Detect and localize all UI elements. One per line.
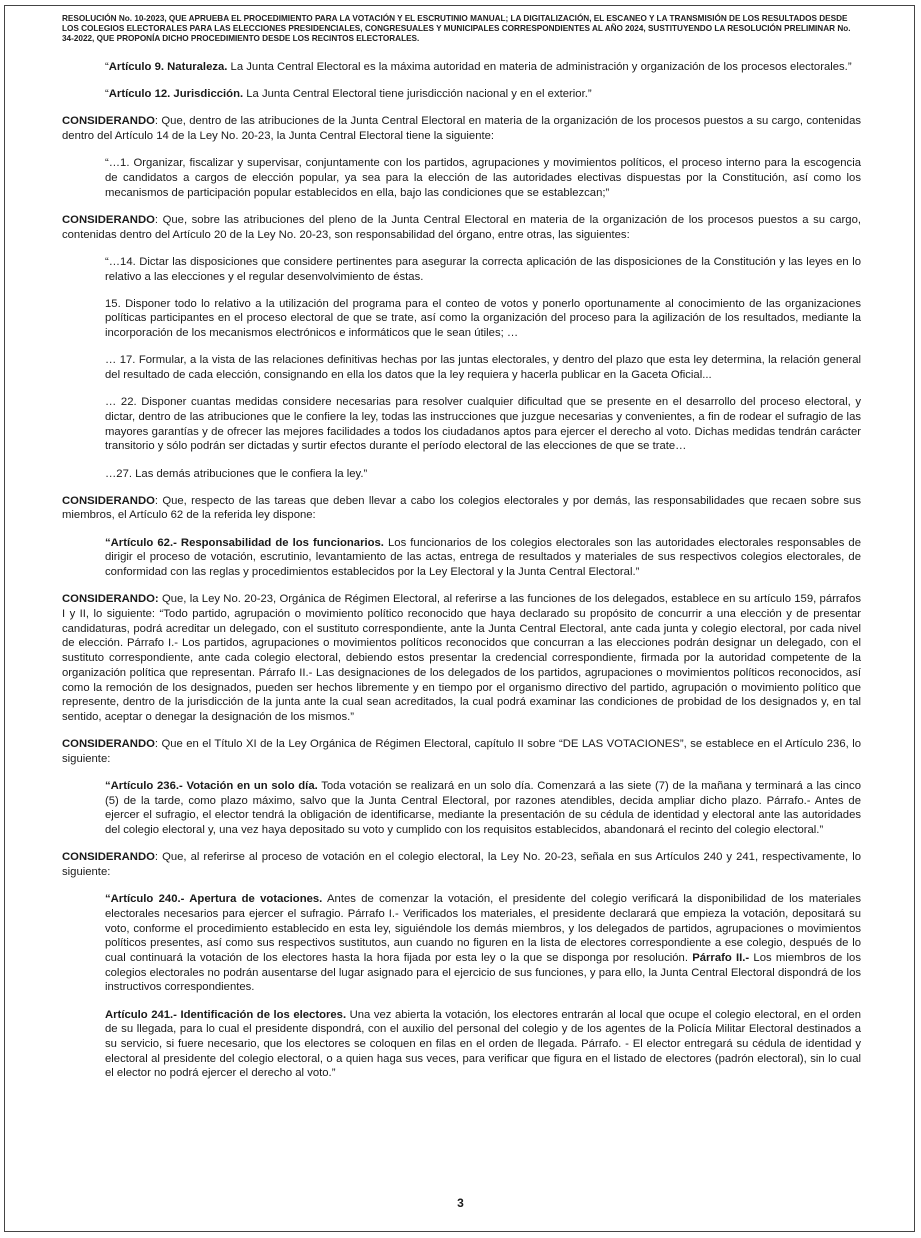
article-236: “Artículo 236.- Votación en un solo día. Toda votación se realizará en un solo día. Comenzará a las siete (7) de la mañana y terminará a las cinco (5) de la tarde, como plazo máximo, salvo que la Junta Central Electoral, por razones atendibles, decida ampliar dicho plazo. Párrafo.- Antes de ejercer el sufragio, el elector tendrá la obligación de identificarse, mediante la presentación de su cédula de identidad y electoral ante las autoridades del colegio electoral y, una vez haya depositado su voto y cumplido con los requisitos establecidos, abandonará el recinto del colegio electoral.” <box>105 780 861 837</box>
quote-item-14: “…14. Dictar las disposiciones que considere pertinentes para asegurar la correcta aplicación de las disposiciones de la Constitución y las leyes en lo relativo a las elecciones y el regular desenvolvimiento de éstas. <box>105 255 861 283</box>
article-62: “Artículo 62.- Responsabilidad de los funcionarios. Los funcionarios de los colegios electorales son las autoridades electorales responsables de dirigir el proceso de votación, escrutinio, levantamiento de las actas, entrega de resultados y materiales de sus respectivos colegios electorales, de conformidad con las reglas y procedimientos establecidos por la Ley Electoral y la Junta Central Electoral.” <box>105 536 861 579</box>
quote-item-22: … 22. Disponer cuantas medidas considere necesarias para resolver cualquier dificultad que se presente en el desarrollo del proceso electoral, y dictar, dentro de las atribuciones que le confiere la ley, todas las instrucciones que juzgue necesarias y convenientes, a fin de rodear el sufragio de las mayores garantías y de ofrecer las mejores facilidades a todos los ciudadanos aptos para ejercer el derecho al voto. Dichas medidas tendrán carácter transitorio y sólo podrán ser dictadas y surtir efectos durante el período electoral de las elecciones de que se trate… <box>105 396 861 453</box>
considerando-2: CONSIDERANDO: Que, sobre las atribuciones del pleno de la Junta Central Electoral en materia de la organización de los procesos puestos a su cargo, contenidas dentro del Artículo 20 de la Ley No. 20-23, son responsabilidad del órgano, entre otras, las siguientes: <box>62 213 861 241</box>
document-header: RESOLUCIÓN No. 10-2023, QUE APRUEBA EL PROCEDIMIENTO PARA LA VOTACIÓN Y EL ESCRUTINIO MANUAL; LA DIGITALIZACIÓN, EL ESCANEO Y LA TRANSMISIÓN DE LOS RESULTADOS DESDE LOS COLEGIOS ELECTORALES PARA LAS ELECCIONES PRESIDENCIALES, CONGRESUALES Y MUNICIPALES CORRESPONDIENTES AL AÑO 2024, SUSTITUYENDO LA RESOLUCIÓN PRELIMINAR No. 34-2022, QUE PROPONÍA DICHO PROCEDIMIENTO DESDE LOS RECINTOS ELECTORALES. <box>62 14 851 44</box>
quote-item-27: …27. Las demás atribuciones que le confiera la ley.” <box>105 467 368 480</box>
article-9: “Artículo 9. Naturaleza. La Junta Central Electoral es la máxima autoridad en materia de administración y organización de los procesos electorales.” <box>105 61 852 73</box>
article-12: “Artículo 12. Jurisdicción. La Junta Central Electoral tiene jurisdicción nacional y en el exterior.” <box>105 88 592 101</box>
quote-item-1: “…1. Organizar, fiscalizar y supervisar, conjuntamente con los partidos, agrupaciones y movimientos políticos, el proceso interno para la escogencia de candidatos a cargos de elección popular, ya sea para la elección de las autoridades electivas dispuestas por la Constitución, así como los mecanismos de participación popular establecidos en ella, bajo las condiciones que se establezcan;” <box>105 157 861 199</box>
document-body <box>62 60 861 1094</box>
article-241: Artículo 241.- Identificación de los electores. Una vez abierta la votación, los electores entrarán al local que ocupe el colegio electoral, en el orden de su llegada, para lo cual el presidente dispondrá, con el auxilio del personal del colegio y de los agentes de la Policía Militar Electoral destinados a su servicio, si fuere necesario, que los electores se coloquen en filas en el orden de llegada. Párrafo. - El elector entregará su cédula de identidad y electoral al presidente del colegio electoral, o a quien haga sus veces, para verificar que figura en el listado de electores (padrón electoral), sin lo cual el elector no podrá ejercer el derecho al voto.” <box>105 1008 861 1080</box>
considerando-4: CONSIDERANDO: Que, la Ley No. 20-23, Orgánica de Régimen Electoral, al referirse a las funciones de los delegados, establece en su artículo 159, párrafos I y II, lo siguiente: “Todo partido, agrupación o movimiento político reconocido que haya declarado su propósito de concurrir a una elección y de presentar candidaturas, podrá acreditar un delegado, con el sustituto correspondiente, ante la Junta Central Electoral, ante cada junta y colegio electoral, por cada nivel de elección. Párrafo I.- Los partidos, agrupaciones o movimientos políticos reconocidos que concurran a las elecciones podrán designar un delegado, con el sustituto correspondiente, ante cada colegio electoral, debiendo estos presentar la credencial correspondiente, firmada por la autoridad competente de la organización política que representan. Párrafo II.- Las designaciones de los delegados de los partidos, agrupaciones o movimientos políticos reconocidos, así como la remoción de los designados, pueden ser hechos libremente y en tiempo por el organismo directivo del partido, agrupación o movimiento político que represente, dentro de la jurisdicción de la junta ante la cual sean acreditados, la cual podrá examinar las condiciones de probidad de los designados y, en tal sentido, aceptar o denegar la designación de los mismos.” <box>62 593 861 723</box>
considerando-5: CONSIDERANDO: Que en el Título XI de la Ley Orgánica de Régimen Electoral, capítulo II sobre “DE LAS VOTACIONES”, se establece en el Artículo 236, lo siguiente: <box>62 738 861 765</box>
quote-item-15: 15. Disponer todo lo relativo a la utilización del programa para el conteo de votos y ponerlo oportunamente al conocimiento de las organizaciones políticas participantes en el proceso electoral de que se trate, así como la organización del proceso para la agilización de los resultados, mediante la incorporación de los mecanismos electrónicos e informáticos que le sean útiles; … <box>105 297 861 340</box>
considerando-6: CONSIDERANDO: Que, al referirse al proceso de votación en el colegio electoral, la Ley No. 20-23, señala en sus Artículos 240 y 241, respectivamente, lo siguiente: <box>62 851 861 879</box>
quote-item-17: … 17. Formular, a la vista de las relaciones definitivas hechas por las juntas electorales, y dentro del plazo que esta ley determina, la relación general del resultado de cada elección, consignando en ella los datos que la ley requiera y hacerla publicar en la Gaceta Oficial... <box>105 354 861 382</box>
considerando-1: CONSIDERANDO: Que, dentro de las atribuciones de la Junta Central Electoral en materia de la organización de los procesos puestos a su cargo, contenidas dentro del Artículo 14 de la Ley No. 20-23, la Junta Central Electoral tiene la siguiente: <box>62 115 861 143</box>
article-240: “Artículo 240.- Apertura de votaciones. Antes de comenzar la votación, el presidente del colegio verificará la disponibilidad de los materiales electorales necesarios para ejercer el sufragio. Párrafo I.- Verificados los materiales, el presidente declarará que empieza la votación, depositará su voto, conforme el procedimiento establecido en esta ley, siguiéndole los demás miembros, y los delegados de partidos, agrupaciones o movimientos políticos presentes, así como sus respectivos sustitutos, aun cuando no figuren en la lista de electores correspondiente a ese colegio, después de lo cual continuará la votación de los electores hasta la hora fijada por esta ley o la que se disponga por resolución. Párrafo II.- Los miembros de los colegios electorales no podrán ausentarse del lugar asignado para el ejercicio de sus funciones, y para ello, la Junta Central Electoral dispondrá de los instructivos correspondientes. <box>105 893 861 994</box>
considerando-3: CONSIDERANDO: Que, respecto de las tareas que deben llevar a cabo los colegios electorales y por demás, las responsabilidades que recaen sobre sus miembros, el Artículo 62 de la referida ley dispone: <box>62 494 861 522</box>
page-number: 3 <box>457 1196 464 1210</box>
